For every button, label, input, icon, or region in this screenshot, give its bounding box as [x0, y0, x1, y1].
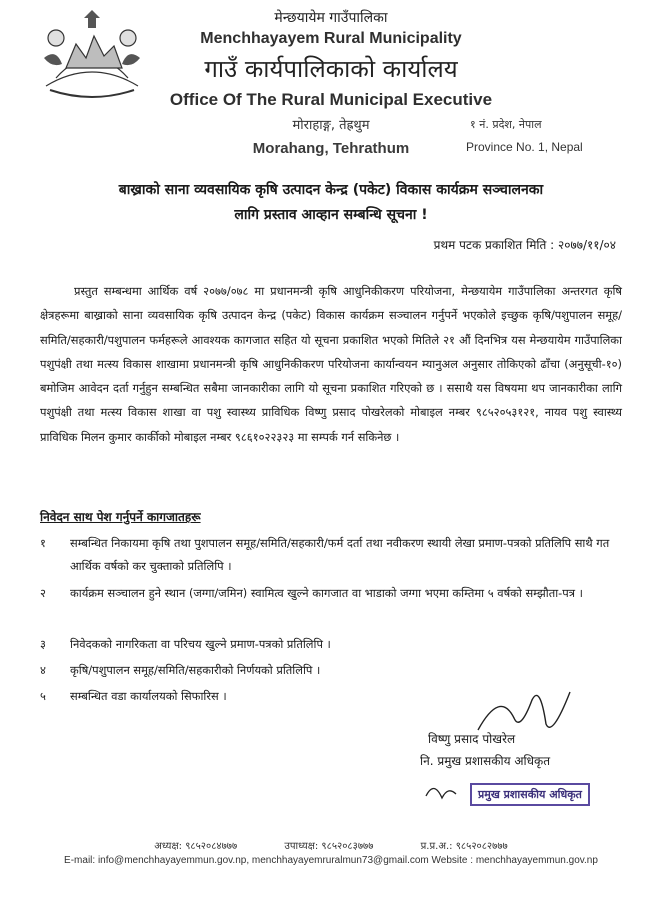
phone-cao: प्र.प्र.अ.: ९८५२०८२७७७ — [420, 841, 508, 852]
list-item — [40, 659, 622, 682]
municipality-name-en: Menchhayayem Rural Municipality — [200, 30, 462, 47]
list-item-text: कार्यक्रम सञ्चालन हुने स्थान (जग्गा/जमिन) स्वामित्व खुल्ने कागजात वा भाडाको जग्गा भएमा कम्तिमा ५ वर्षको सम्झौता-पत्र । — [70, 586, 583, 600]
list-item-number: ४ — [40, 663, 46, 677]
office-name-np: गाउँ कार्यपालिकाको कार्यालय — [204, 55, 458, 83]
notice-body-paragraph: प्रस्तुत सम्बन्धमा आर्थिक वर्ष २०७७/०७८ मा प्रधानमन्त्री कृषि आधुनिकीकरण परियोजना, मेन्छयायेम गाउँपालिका अन्तरगत कृषि क्षेत्रहरूमा बाख्राको साना व्यवसायिक कृषि उत्पादन केन्द्र (पकेट) विकास कार्यक्रम सञ्चालन गर्नुपर्ने भएकोले इच्छुक कृषि/पशुपालन समूह/समिति/सहकारी/पशुपालन फर्महरूले आवश्यक कागजात सहित यो सूचना प्रकाशित भएको मितिले २१ औं दिनभित्र यस मेन्छयायेम गाउँपालिका पशुपंक्षी तथा मत्स्य विकास शाखामा प्रधानमन्त्री कृषि आधुनिकीकरण परियोजना कार्यान्वयन म्यानुअल अनुसार तोकिएको ढाँचा (अनुसूची-१०) बमोजिम आवेदन दर्ता गर्नुहुन सम्बन्धित सबैमा जानकारीका लागि यो सूचना प्रकाशित गरिएको छ । ससाथै यस विषयमा थप जानकारीका लागि पशुपंक्षी तथा मत्स्य विकास शाखा वा पशु स्वास्थ्य प्राविधिक विष्णु प्रसाद पोखरेलको मोबाइल नम्बर ९८५२०५३१२१, नायव पशु स्वास्थ्य प्राविधिक मिलन कुमार कार्कीको मोबाइल नम्बर ९८६१०२२३२३ मा सम्पर्क गर्न सकिनेछ । — [40, 284, 622, 444]
list-item-text: सम्बन्धित निकायमा कृषि तथा पुशपालन समूह/समिति/सहकारी/फर्म दर्ता तथा नवीकरण स्थायी लेखा प्रमाण-पत्रको प्रतिलिपि साथै गत आर्थिक वर्षको कर चुक्ताको प्रतिलिपि । — [70, 536, 610, 573]
province-np: १ नं. प्रदेश, नेपाल — [470, 118, 542, 131]
list-item — [40, 582, 622, 630]
office-name-en: Office Of The Rural Municipal Executive — [169, 90, 493, 109]
footer-contact: E-mail: info@menchhayayemmun.gov.np, menchhayayemruralmun73@gmail.com Website : menchhayayemmun.gov.np — [64, 855, 598, 866]
signatory-designation: नि. प्रमुख प्रशासकीय अधिकृत — [420, 754, 551, 768]
published-date: प्रथम पटक प्रकाशित मिति : २०७७/११/०४ — [433, 238, 616, 252]
documents-heading: निवेदन साथ पेश गर्नुपर्ने कागजातहरू — [40, 510, 201, 524]
list-item-text: कृषि/पशुपालन समूह/समिति/सहकारीको निर्णयको प्रतिलिपि । — [70, 663, 321, 677]
list-item-number: १ — [40, 536, 46, 550]
address-en: Morahang, Tehrathum — [252, 140, 410, 157]
signatory-name: विष्णु प्रसाद पोखरेल — [428, 732, 516, 746]
list-item-number: ५ — [40, 689, 46, 703]
footer-phones — [0, 838, 662, 852]
list-item-number: ३ — [40, 637, 46, 651]
list-item — [40, 532, 622, 580]
list-item-text: निवेदकको नागरिकता वा परिचय खुल्ने प्रमाण-पत्रको प्रतिलिपि । — [70, 637, 331, 651]
phone-vice-chair: उपाध्यक्ष: ९८५२०८३७७७ — [284, 841, 374, 852]
municipality-name-np: मेन्छयायेम गाउँपालिका — [274, 10, 388, 26]
address-np: मोराहाङ्ग, तेह्रथुम — [292, 118, 370, 133]
phone-chair: अध्यक्ष: ९८५२०८४७७७ — [154, 841, 238, 852]
official-stamp: प्रमुख प्रशासकीय अधिकृत — [470, 783, 590, 806]
province-en: Province No. 1, Nepal — [466, 140, 583, 154]
notice-title-line1: बाख्राको साना व्यवसायिक कृषि उत्पादन केन्द्र (पकेट) विकास कार्यक्रम सञ्चालनका — [118, 182, 544, 198]
notice-title-line2: लागि प्रस्ताव आव्हान सम्बन्धि सूचना ! — [234, 207, 428, 223]
list-item-number: २ — [40, 586, 46, 600]
list-item-text: सम्बन्धित वडा कार्यालयको सिफारिस । — [70, 689, 227, 703]
notice-body — [40, 279, 622, 449]
list-item — [40, 633, 622, 656]
